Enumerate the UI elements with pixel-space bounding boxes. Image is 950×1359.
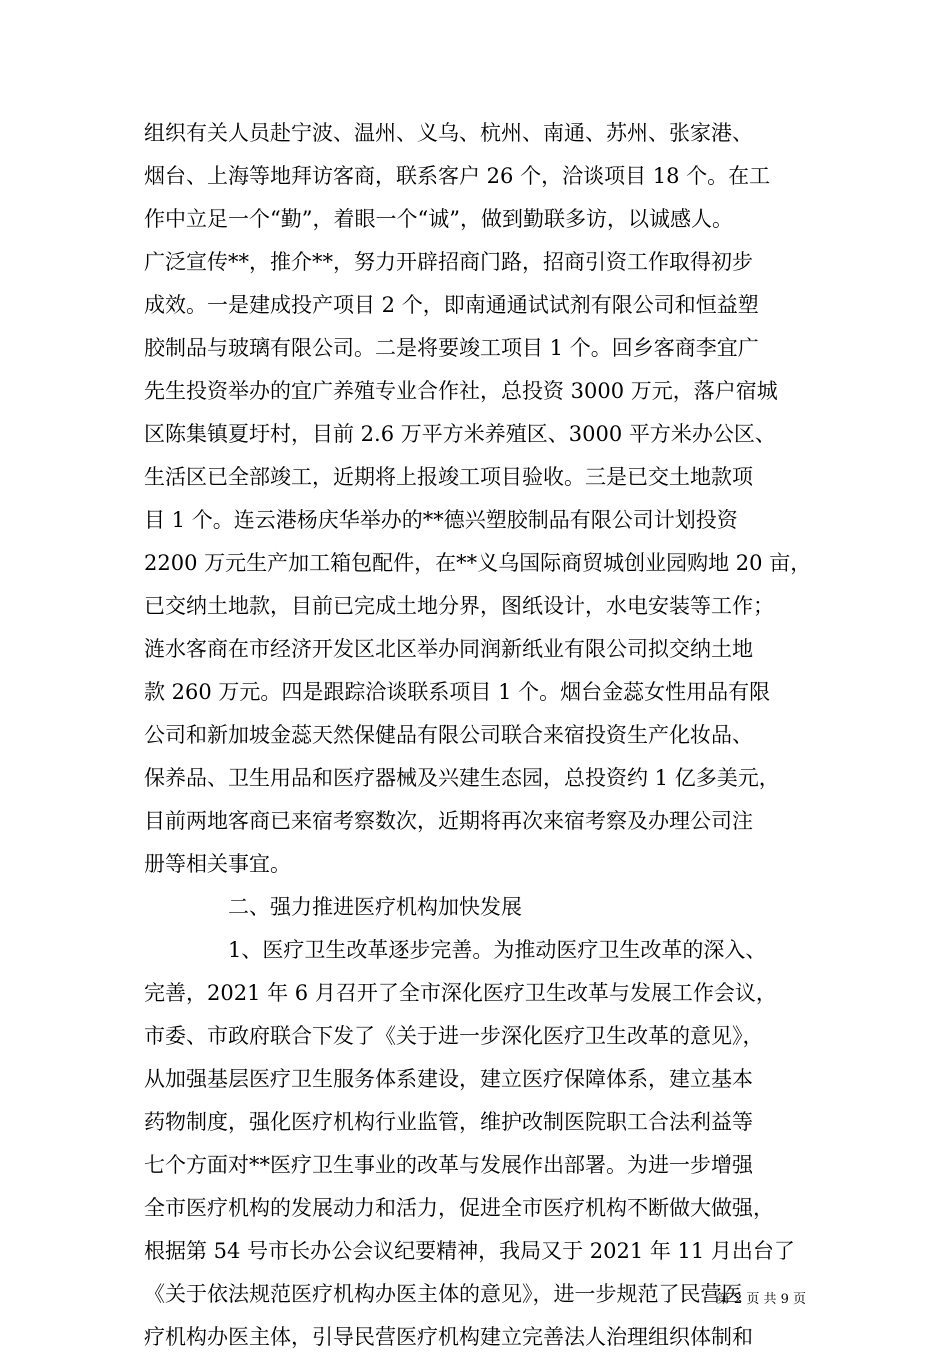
text-line: 组织有关人员赴宁波、温州、义乌、杭州、南通、苏州、张家港、 xyxy=(144,121,753,145)
text-line: 2200 万元生产加工箱包配件，在**义乌国际商贸城创业园购地 20 亩， xyxy=(144,551,812,575)
text-line: 涟水客商在市经济开发区北区举办同润新纸业有限公司拟交纳土地 xyxy=(144,637,753,661)
text-line: 作中立足一个“勤”，着眼一个“诚”，做到勤联多访，以诚感人。 xyxy=(144,207,733,231)
text-line: 疗机构办医主体，引导民营医疗机构建立完善法人治理组织体制和 xyxy=(144,1325,753,1349)
text-line: 胶制品与玻璃有限公司。二是将要竣工项目 1 个。回乡客商李宜广 xyxy=(144,336,759,360)
text-line: 市委、市政府联合下发了《关于进一步深化医疗卫生改革的意见》， xyxy=(144,1024,764,1048)
text-line: 根据第 54 号市长办公会议纪要精神，我局又于 2021 年 11 月出台了 xyxy=(144,1239,795,1263)
paragraph-first-line: 1、医疗卫生改革逐步完善。为推动医疗卫生改革的深入、 xyxy=(228,938,767,962)
section-heading: 二、强力推进医疗机构加快发展 xyxy=(228,895,522,919)
text-line: 烟台、上海等地拜访客商，联系客户 26 个，洽谈项目 18 个。在工 xyxy=(144,164,771,188)
text-line: 目 1 个。连云港杨庆华举办的**德兴塑胶制品有限公司计划投资 xyxy=(144,508,738,532)
text-line: 生活区已全部竣工，近期将上报竣工项目验收。三是已交土地款项 xyxy=(144,465,753,489)
text-line: 册等相关事宜。 xyxy=(144,852,291,876)
text-line: 完善，2021 年 6 月召开了全市深化医疗卫生改革与发展工作会议， xyxy=(144,981,777,1005)
text-line: 全市医疗机构的发展动力和活力，促进全市医疗机构不断做大做强， xyxy=(144,1196,774,1220)
text-line: 目前两地客商已来宿考察数次，近期将再次来宿考察及办理公司注 xyxy=(144,809,753,833)
text-line: 保养品、卫生用品和医疗器械及兴建生态园，总投资约 1 亿多美元， xyxy=(144,766,780,790)
text-line: 先生投资举办的宜广养殖专业合作社，总投资 3000 万元，落户宿城 xyxy=(144,379,778,403)
text-line: 款 260 万元。四是跟踪洽谈联系项目 1 个。烟台金蕊女性用品有限 xyxy=(144,680,771,704)
text-line: 区陈集镇夏圩村，目前 2.6 万平方米养殖区、3000 平方米办公区、 xyxy=(144,422,776,446)
page-number-footer: 第 2 页 共 9 页 xyxy=(716,1292,806,1307)
text-line: 《关于依法规范医疗机构办医主体的意见》，进一步规范了民营医 xyxy=(144,1282,743,1306)
document-body xyxy=(144,112,834,1359)
text-line: 七个方面对**医疗卫生事业的改革与发展作出部署。为进一步增强 xyxy=(144,1153,753,1177)
text-line: 成效。一是建成投产项目 2 个，即南通通试试剂有限公司和恒益塑 xyxy=(144,293,759,317)
text-line: 公司和新加坡金蕊天然保健品有限公司联合来宿投资生产化妆品、 xyxy=(144,723,753,747)
text-line: 广泛宣传**，推介**，努力开辟招商门路，招商引资工作取得初步 xyxy=(144,250,753,274)
text-line: 从加强基层医疗卫生服务体系建设，建立医疗保障体系，建立基本 xyxy=(144,1067,753,1091)
text-line: 药物制度，强化医疗机构行业监管，维护改制医院职工合法利益等 xyxy=(144,1110,753,1134)
text-line: 已交纳土地款，目前已完成土地分界，图纸设计，水电安装等工作； xyxy=(144,594,774,618)
